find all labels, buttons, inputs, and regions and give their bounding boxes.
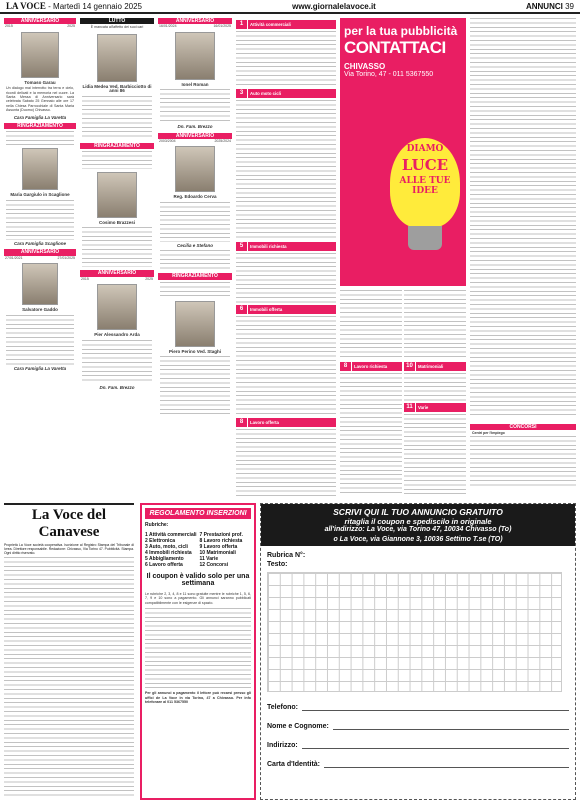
rubrica-field[interactable]: Rubrica N°: (267, 552, 306, 559)
masthead-title: La Voce del Canavese (31, 507, 107, 540)
deceased-name: Maria Gargiulo in Scaglione (10, 192, 70, 198)
obituary-column-1 (4, 18, 76, 371)
category-header: 1 Attività commerciali (236, 20, 336, 29)
regulation-footer: Per gli annunci a pagamento il lettore può recarsi presso gli uffici de La Voce in via Torino, 47 a Chivasso. Per info telefonare al 011 5367550 (145, 691, 251, 705)
category-header: 8 Lavoro richiesta (340, 362, 402, 371)
category-header: 8 Lavoro offerta (236, 418, 336, 427)
ads-text (236, 31, 336, 87)
ads-text (404, 290, 466, 360)
portrait-photo (97, 284, 137, 330)
deceased-name: Reg. Edoardo Cerva (173, 194, 217, 200)
text-block (160, 250, 230, 270)
text-block (6, 200, 74, 240)
obituary-column-3 (158, 18, 232, 418)
category-header: 5 Immobili richiesta (236, 242, 336, 251)
portrait-photo (175, 301, 215, 347)
text-block (160, 356, 230, 416)
thanks-header: RINGRAZIAMENTO (158, 273, 232, 279)
anniversary-dates: 2003/2004 2025/2024 (159, 139, 231, 144)
masthead-text: Proprietà La Voce società cooperativa. Iscrizione al Registro Stampa del Tribunale di Ivrea. Direttore responsabile. Redazione: Chivasso, Via Torino 47. Pubblicità. Stampa. Ogni diritto riservato. (4, 543, 134, 556)
text-block (160, 282, 230, 298)
ads-text (236, 316, 336, 416)
advertising-banner[interactable] (340, 18, 466, 286)
portrait-photo (97, 34, 137, 82)
ads-text (404, 373, 466, 401)
portrait-photo (175, 146, 215, 192)
portrait-photo (22, 148, 58, 190)
family-signature: Dn. Fam. Brezzo (177, 124, 213, 130)
text-block (6, 131, 74, 145)
anniversary-header: ANNIVERSARIO (4, 249, 76, 255)
website-link[interactable]: www.giornalelavoce.it (292, 1, 376, 11)
name-field[interactable]: Nome e Cognome: (267, 723, 569, 730)
category-header: 10 Matrimoniali (404, 362, 466, 371)
ads-text (470, 18, 576, 418)
masthead-fine-print (4, 557, 134, 797)
portrait-photo (22, 263, 58, 305)
page-number: 39 (565, 1, 574, 11)
job-centers-label: Centri per l'impiego (472, 431, 505, 436)
ads-text (340, 373, 402, 495)
regulation-title: REGOLAMENTO INSERZIONI (145, 508, 251, 519)
text-block (160, 89, 230, 123)
contest-header: CONCORSI (470, 424, 576, 430)
ads-text (340, 290, 402, 360)
classified-ads-right (470, 18, 576, 498)
anniversary-dates: 2015 2025 (81, 276, 153, 281)
deceased-name: Tomaso Garau (24, 79, 56, 85)
text-block (160, 202, 230, 242)
anniversary-dates: 27/01/2021 27/01/2025 (5, 255, 75, 260)
anniversary-header: ANNIVERSARIO (80, 270, 154, 276)
classified-ads-column (236, 18, 336, 498)
newspaper-brand: LA VOCE (6, 1, 46, 11)
text-block (6, 315, 74, 365)
text-block (82, 96, 152, 140)
anniversary-dates: 2015 2025 (5, 24, 75, 29)
portrait-photo (97, 172, 137, 218)
regulation-fine-print (145, 608, 251, 688)
anniversary-header: ANNIVERSARIO (4, 18, 76, 24)
rubriche-label: Rubriche: (145, 522, 169, 528)
family-signature: Cara Famiglia Scaglione (13, 240, 67, 246)
thanks-header: RINGRAZIAMENTO (4, 123, 76, 129)
ads-text (236, 253, 336, 303)
deceased-name: Salvatore Gaddo (22, 307, 58, 313)
classified-ads-middle (340, 290, 466, 500)
coupon-subtitle: ritaglia il coupon e spediscilo in originale (261, 517, 575, 526)
ad-text-grid[interactable] (267, 572, 562, 692)
category-header: 6 Immobili offerta (236, 305, 336, 314)
portrait-photo (175, 32, 215, 80)
text-block (82, 340, 152, 384)
rubriche-list: 1 Attività commerciali 7 Prestazioni prof. 2 Elettronica 8 Lavoro richiesta 3 Auto, moto, cicli 9 Lavoro offerta 4 Immobili richiesta 10 Matrimoniali 5 Abbigliamento 11 Varie 6 Lavoro offerta 12 Concorsi (145, 532, 243, 568)
regulation-text: Le rubriche 2, 3, 4, 8 e 11 sono gratuite mentre le rubriche 1, 5, 6, 7, 9 e 10 sono a pagamento. Gli annunci saranno pubblicati compatibilmente con le esigenze di spazio. (145, 592, 251, 605)
banner-headline: CONTATTACI (344, 38, 446, 57)
memorial-text: Un dialogo mai interrotto tra terra e cielo, ricordi delicati e la memoria nel cuore. La Santa Messa di Anniversario sarà celebrata Sabato 25 Gennaio alle ore 17 nella Chiesa Parrocchiale di Santa Maria Assunta (Duomo) Chivasso. (6, 86, 74, 113)
coupon-address-1: all'indirizzo: La Voce, via Torino 47, 10034 Chivasso (To) (261, 526, 575, 536)
coupon-title: SCRIVI QUI IL TUO ANNUNCIO GRATUITO (261, 504, 575, 517)
address-field[interactable]: Indirizzo: (267, 742, 569, 749)
regulation-box (140, 503, 256, 800)
family-signature: Cara Famiglia La Varetta (13, 114, 67, 120)
deceased-name: Cosimo Brazzesi (98, 220, 135, 226)
text-block (82, 227, 152, 267)
coupon-validity-notice: Il coupon è valido solo per una settimana (146, 573, 250, 587)
deceased-name: Ionel Roman (181, 81, 209, 87)
section-title: ANNUNCI (525, 1, 563, 11)
id-card-field[interactable]: Carta d'Identità: (267, 761, 569, 768)
thanks-header: RINGRAZIAMENTO (80, 143, 154, 149)
phone-field[interactable]: Telefono: (267, 704, 569, 711)
anniversary-dates: 16/01/2024 16/01/2025 (159, 24, 231, 29)
lightbulb-icon: DIAMO LUCE ALLE TUE IDEE (380, 138, 466, 278)
ads-text (236, 100, 336, 240)
family-signature: Dn. Fam. Brezzo (99, 384, 135, 390)
testo-label: Testo: (267, 561, 288, 568)
family-signature: Cecilia e Stefano (176, 242, 213, 248)
ad-coupon-form[interactable] (260, 503, 576, 800)
page-header (0, 0, 580, 14)
deceased-name: Lidia Medea Ved. Barbicciotto di anni 86 (82, 83, 152, 94)
ads-text (404, 414, 466, 494)
anniversary-header: ANNIVERSARIO (158, 18, 232, 24)
deceased-name: Pier Alessandro Arda (94, 332, 140, 338)
masthead (4, 503, 134, 800)
coupon-address-2: o La Voce, via Giannone 3, 10036 Settimo T.se (TO) (261, 536, 575, 546)
category-header: 3 Auto moto cicli (236, 89, 336, 98)
portrait-photo (21, 32, 59, 78)
banner-tagline: per la tua pubblicità (344, 24, 458, 38)
mourning-subtitle: È mancata all'affetto dei suoi cari (90, 25, 144, 30)
banner-address: Via Torino, 47 - 011 5367550 (344, 71, 434, 78)
issue-date: - Martedì 14 gennaio 2025 (48, 2, 142, 11)
category-header: 11 Varie (404, 403, 466, 412)
family-signature: Cara Famiglia La Varetta (13, 365, 67, 371)
deceased-name: Piero Perino Ved. Staghi (168, 348, 221, 354)
ads-text (470, 436, 576, 486)
text-block (82, 151, 152, 169)
anniversary-header: ANNIVERSARIO (158, 133, 232, 139)
obituary-column-2 (80, 18, 154, 390)
ads-text (236, 429, 336, 499)
mourning-header: LUTTO (80, 18, 154, 24)
banner-city: CHIVASSO (344, 62, 386, 71)
